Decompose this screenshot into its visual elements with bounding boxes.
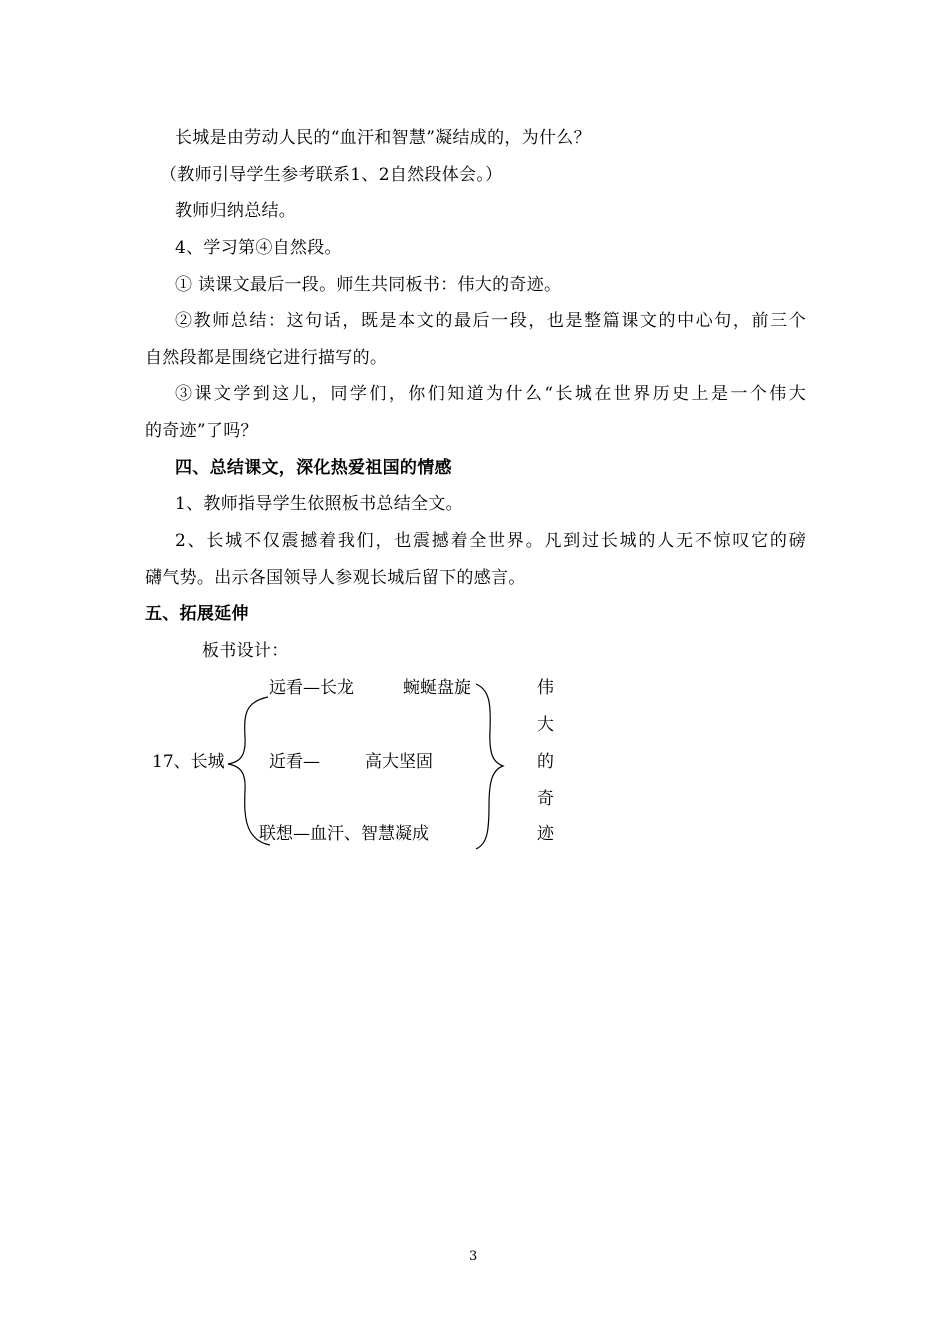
paragraph-question-line2: 的奇迹”了吗？ — [145, 421, 258, 441]
board-vertical-char-2: 大 — [537, 715, 554, 735]
paragraph-world-impact-line1: 2、长城不仅震撼着我们，也震撼着全世界。凡到过长城的人无不惊叹它的磅 — [175, 531, 806, 551]
board-row-far-description: 蜿蜒盘旋 — [403, 678, 471, 698]
paragraph-teacher-guidance: （教师引导学生参考联系1、2自然段体会。） — [160, 165, 503, 185]
paragraph-summary-board: 1、教师指导学生依照板书总结全文。 — [175, 494, 463, 514]
left-brace-icon — [228, 697, 270, 845]
paragraph-read-last-section: ① 读课文最后一段。师生共同板书：伟大的奇迹。 — [175, 275, 562, 295]
heading-section-four: 四、总结课文，深化热爱祖国的情感 — [175, 458, 452, 478]
board-row-far-view: 远看—长龙 — [269, 678, 354, 698]
paragraph-study-section-4: 4、学习第④自然段。 — [175, 238, 342, 258]
board-vertical-char-5: 迹 — [537, 824, 554, 844]
board-row-near-view: 近看— — [269, 752, 320, 772]
board-row-association: 联想—血汗、智慧凝成 — [259, 824, 429, 844]
board-design-title: 板书设计： — [202, 641, 289, 661]
board-row-near-description: 高大坚固 — [365, 752, 433, 772]
paragraph-question-line1: ③课文学到这儿，同学们，你们知道为什么“长城在世界历史上是一个伟大 — [175, 384, 806, 404]
board-vertical-char-4: 奇 — [537, 789, 554, 809]
paragraph-teacher-conclusion-line1: ②教师总结：这句话，既是本文的最后一段，也是整篇课文的中心句，前三个 — [175, 311, 806, 331]
paragraph-great-wall-question: 长城是由劳动人民的“血汗和智慧”凝结成的，为什么？ — [175, 128, 591, 148]
paragraph-teacher-conclusion-line2: 自然段都是围绕它进行描写的。 — [145, 348, 388, 368]
right-brace-icon — [476, 684, 503, 849]
paragraph-world-impact-line2: 礴气势。出示各国领导人参观长城后留下的感言。 — [145, 568, 526, 588]
board-topic: 17、长城 — [152, 752, 225, 772]
page-number: 3 — [469, 1249, 478, 1264]
heading-section-five: 五、拓展延伸 — [145, 604, 249, 624]
paragraph-teacher-summary: 教师归纳总结。 — [175, 201, 297, 221]
board-vertical-char-1: 伟 — [537, 678, 554, 698]
board-vertical-char-3: 的 — [537, 752, 554, 772]
